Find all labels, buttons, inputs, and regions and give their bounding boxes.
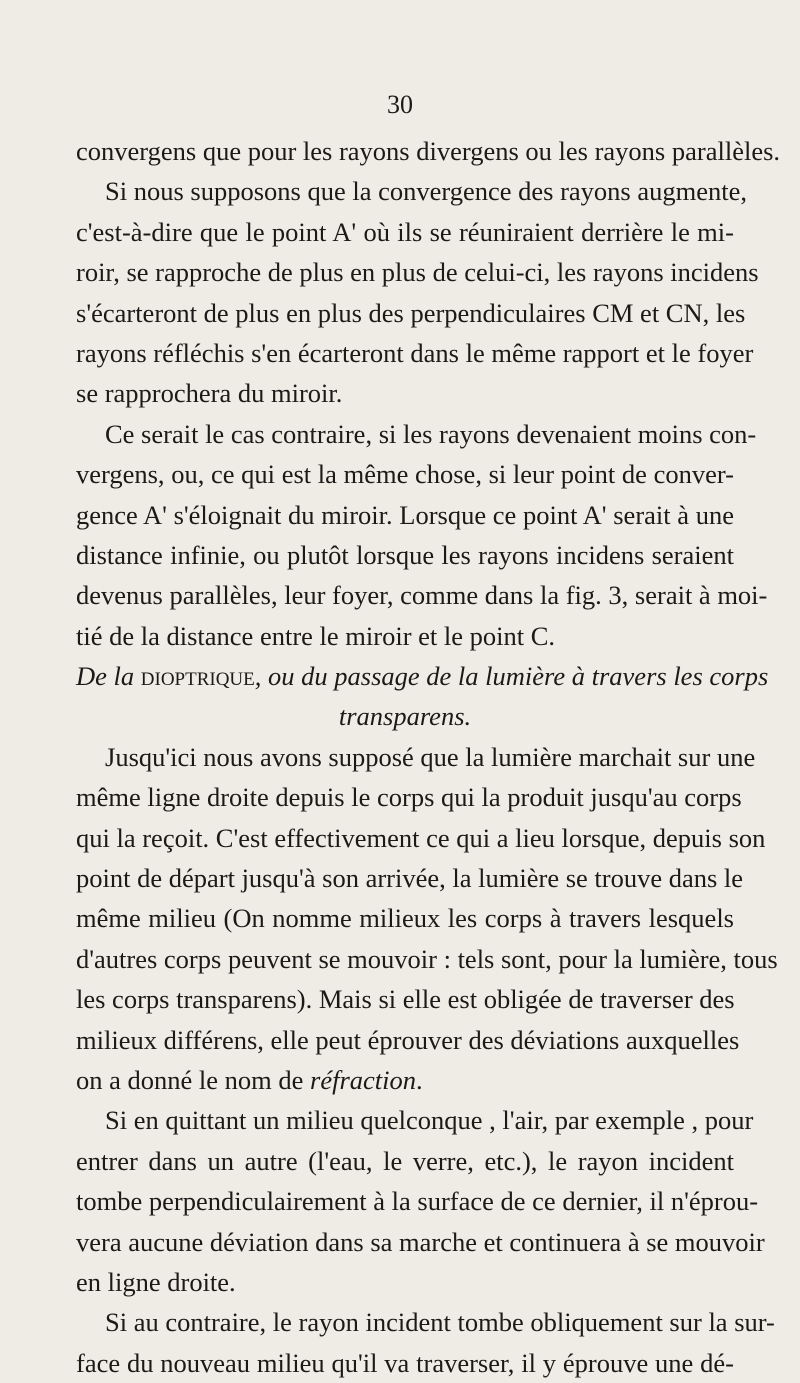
refraction-suffix: .	[416, 1064, 423, 1095]
heading-suffix: , ou du passage de la lumière à travers les corps	[254, 661, 769, 692]
heading-smallcaps: dioptrique	[140, 661, 255, 692]
text-line: Si en quittant un milieu quelconque , l'air, par exemple , pour	[105, 1105, 754, 1136]
text-line: en ligne droite.	[76, 1266, 236, 1297]
refraction-term: réfraction	[310, 1064, 417, 1095]
text-line: même ligne droite depuis le corps qui la produit jusqu'au corps	[76, 782, 742, 813]
heading-prefix: De la	[76, 661, 141, 692]
text-line: Ce serait le cas contraire, si les rayons devenaient moins con-	[105, 418, 757, 449]
text-line: s'écarteront de plus en plus des perpendiculaires CM et CN, les	[76, 297, 746, 328]
text-line: c'est-à-dire que le point A' où ils se réuniraient derrière le mi-	[76, 216, 734, 247]
text-line: se rapprochera du miroir.	[76, 378, 343, 409]
text-line: gence A' s'éloignait du miroir. Lorsque ce point A' serait à une	[76, 499, 734, 530]
text-line: qui la reçoit. C'est effectivement ce qui a lieu lorsque, depuis son	[76, 822, 766, 853]
text-line: convergens que pour les rayons divergens ou les rayons parallèles.	[76, 136, 781, 166]
text-line: rayons réfléchis s'en écarteront dans le même rapport et le foyer	[76, 337, 754, 368]
body-text	[76, 131, 781, 1383]
text-line: vergens, ou, ce qui est la même chose, si leur point de conver-	[76, 459, 734, 490]
text-line: d'autres corps peuvent se mouvoir : tels sont, pour la lumière, tous	[76, 943, 778, 974]
text-line: entrer dans un autre (l'eau, le verre, etc.), le rayon incident	[76, 1145, 734, 1176]
text-line: Si au contraire, le rayon incident tombe obliquement sur la sur-	[105, 1307, 775, 1338]
section-heading	[76, 656, 769, 696]
text-line: les corps transparens). Mais si elle est obligée de traverser des	[76, 984, 735, 1015]
text-line: Jusqu'ici nous avons supposé que la lumière marchait sur une	[105, 741, 756, 772]
text-line: même milieu (On nomme milieux les corps à travers lesquels	[76, 903, 734, 934]
page-number: 30	[387, 90, 413, 119]
text-line: face du nouveau milieu qu'il va traverser, il y éprouve une dé-	[76, 1347, 734, 1378]
text-line: Si nous supposons que la convergence des rayons augmente,	[105, 176, 748, 207]
text-line: tombe perpendiculairement à la surface de ce dernier, il n'éprou-	[76, 1186, 759, 1217]
section-heading-continued: transparens.	[338, 701, 472, 732]
text-line: vera aucune déviation dans sa marche et continuera à se mouvoir	[76, 1226, 765, 1257]
text-line: roir, se rapproche de plus en plus de celui-ci, les rayons incidens	[76, 257, 759, 288]
text-line: tié de la distance entre le miroir et le point C.	[76, 620, 556, 651]
text-line: milieux différens, elle peut éprouver des déviations auxquelles	[76, 1024, 740, 1055]
text-line: devenus parallèles, leur foyer, comme dans la fig. 3, serait à moi-	[76, 580, 768, 611]
text-line: point de départ jusqu'à son arrivée, la lumière se trouve dans le	[76, 863, 744, 894]
text-line: distance infinie, ou plutôt lorsque les rayons incidens seraient	[76, 539, 734, 570]
refraction-prefix: on a donné le nom de	[76, 1064, 311, 1095]
text-line-refraction	[76, 1060, 734, 1100]
